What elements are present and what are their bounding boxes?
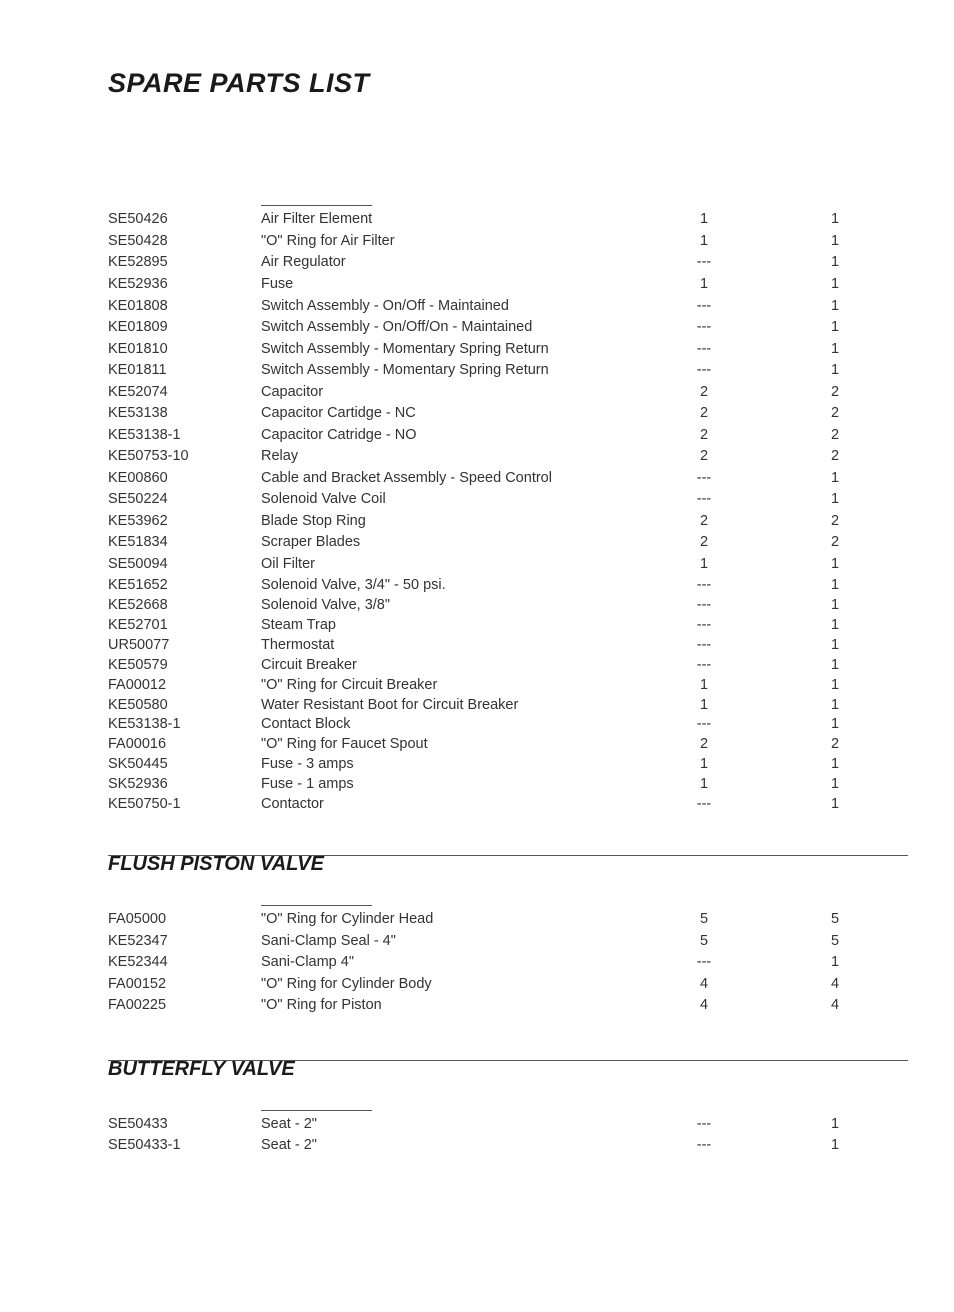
description: Switch Assembly - On/Off - Maintained <box>261 298 509 314</box>
description: Seat - 2" <box>261 1116 317 1132</box>
table-row <box>0 655 954 675</box>
description: Seat - 2" <box>261 1137 317 1153</box>
table-row <box>0 995 954 1015</box>
quantity-2: 2 <box>830 405 840 421</box>
quantity-2: 2 <box>830 736 840 752</box>
part-number: KE01811 <box>108 362 167 378</box>
part-number: UR50077 <box>108 637 170 653</box>
quantity-2: 1 <box>830 1137 840 1153</box>
part-number: KE52344 <box>108 954 168 970</box>
section-title-flush-piston-valve: FLUSH PISTON VALVE <box>108 853 324 875</box>
quantity-2: 1 <box>830 211 840 227</box>
quantity-2: 1 <box>830 577 840 593</box>
description: "O" Ring for Faucet Spout <box>261 736 428 752</box>
page-title: SPARE PARTS LIST <box>108 68 370 98</box>
part-number: KE50580 <box>108 697 168 713</box>
part-number: KE50753-10 <box>108 448 189 464</box>
quantity-2: 1 <box>830 617 840 633</box>
description: Solenoid Valve, 3/4" - 50 psi. <box>261 577 446 593</box>
description: Switch Assembly - Momentary Spring Return <box>261 341 549 357</box>
description: Blade Stop Ring <box>261 513 366 529</box>
quantity-1: --- <box>696 1137 712 1153</box>
description: Circuit Breaker <box>261 657 357 673</box>
quantity-2: 1 <box>830 597 840 613</box>
table-row <box>0 231 954 251</box>
part-number: KE52668 <box>108 597 168 613</box>
quantity-2: 1 <box>830 254 840 270</box>
part-number: SE50433-1 <box>108 1137 181 1153</box>
table-row <box>0 931 954 951</box>
quantity-2: 1 <box>830 954 840 970</box>
quantity-2: 1 <box>830 637 840 653</box>
part-number: KE53138 <box>108 405 168 421</box>
part-number: SE50094 <box>108 556 168 572</box>
description: Fuse - 1 amps <box>261 776 354 792</box>
description: Scraper Blades <box>261 534 361 550</box>
description: "O" Ring for Cylinder Body <box>261 976 432 992</box>
part-number: SK50445 <box>108 756 168 772</box>
table-row <box>0 360 954 380</box>
quantity-1: 2 <box>699 405 709 421</box>
quantity-2: 2 <box>830 384 840 400</box>
part-number: KE52895 <box>108 254 168 270</box>
quantity-2: 1 <box>830 796 840 812</box>
table-row <box>0 734 954 754</box>
quantity-1: 2 <box>699 448 709 464</box>
part-number: FA00016 <box>108 736 167 752</box>
part-number: KE50579 <box>108 657 168 673</box>
table-row <box>0 575 954 595</box>
quantity-2: 1 <box>830 697 840 713</box>
table-row <box>0 635 954 655</box>
part-number: KE51652 <box>108 577 168 593</box>
table-row <box>0 468 954 488</box>
description: Sani-Clamp Seal - 4" <box>261 933 396 949</box>
quantity-1: --- <box>696 796 712 812</box>
description: Air Regulator <box>261 254 346 270</box>
quantity-1: 1 <box>699 556 709 572</box>
table-row <box>0 794 954 814</box>
quantity-2: 1 <box>830 756 840 772</box>
quantity-2: 1 <box>830 556 840 572</box>
quantity-1: 1 <box>699 756 709 772</box>
quantity-1: 1 <box>699 677 709 693</box>
part-number: KE52701 <box>108 617 168 633</box>
description: Switch Assembly - On/Off/On - Maintained <box>261 319 533 335</box>
quantity-2: 2 <box>830 427 840 443</box>
quantity-1: --- <box>696 298 712 314</box>
quantity-1: --- <box>696 254 712 270</box>
quantity-1: --- <box>696 1116 712 1132</box>
quantity-2: 1 <box>830 1116 840 1132</box>
quantity-1: 1 <box>699 211 709 227</box>
quantity-2: 1 <box>830 470 840 486</box>
description: Contact Block <box>261 716 351 732</box>
table-row <box>0 489 954 509</box>
quantity-1: 2 <box>699 427 709 443</box>
table-row <box>0 296 954 316</box>
quantity-1: --- <box>696 362 712 378</box>
quantity-1: 2 <box>699 736 709 752</box>
part-number: SE50433 <box>108 1116 168 1132</box>
quantity-1: --- <box>696 657 712 673</box>
description: Steam Trap <box>261 617 336 633</box>
quantity-2: 1 <box>830 319 840 335</box>
header-underline <box>261 1110 372 1111</box>
quantity-2: 1 <box>830 677 840 693</box>
description: Solenoid Valve Coil <box>261 491 386 507</box>
quantity-1: 4 <box>699 976 709 992</box>
description: Solenoid Valve, 3/8" <box>261 597 391 613</box>
quantity-2: 1 <box>830 298 840 314</box>
part-number: KE01810 <box>108 341 168 357</box>
section-title-butterfly-valve: BUTTERFLY VALVE <box>108 1058 295 1080</box>
table-row <box>0 382 954 402</box>
quantity-2: 1 <box>830 657 840 673</box>
table-row <box>0 1114 954 1134</box>
quantity-2: 4 <box>830 976 840 992</box>
quantity-1: --- <box>696 577 712 593</box>
quantity-2: 2 <box>830 534 840 550</box>
part-number: FA00012 <box>108 677 167 693</box>
part-number: KE52074 <box>108 384 168 400</box>
part-number: KE00860 <box>108 470 168 486</box>
part-number: SK52936 <box>108 776 168 792</box>
quantity-1: 1 <box>699 233 709 249</box>
table-row <box>0 774 954 794</box>
description: Capacitor Catridge - NO <box>261 427 417 443</box>
part-number: FA05000 <box>108 911 167 927</box>
table-row <box>0 974 954 994</box>
part-number: FA00152 <box>108 976 167 992</box>
quantity-2: 1 <box>830 341 840 357</box>
quantity-2: 5 <box>830 933 840 949</box>
description: Fuse <box>261 276 294 292</box>
description: "O" Ring for Circuit Breaker <box>261 677 438 693</box>
description: "O" Ring for Air Filter <box>261 233 395 249</box>
table-row <box>0 339 954 359</box>
description: Air Filter Element <box>261 211 373 227</box>
quantity-2: 1 <box>830 362 840 378</box>
description: Capacitor Cartidge - NC <box>261 405 416 421</box>
description: "O" Ring for Piston <box>261 997 382 1013</box>
quantity-1: --- <box>696 617 712 633</box>
table-row <box>0 511 954 531</box>
quantity-1: --- <box>696 491 712 507</box>
description: Thermostat <box>261 637 335 653</box>
table-row <box>0 909 954 929</box>
quantity-1: --- <box>696 470 712 486</box>
table-row <box>0 754 954 774</box>
part-number: KE51834 <box>108 534 168 550</box>
table-row <box>0 403 954 423</box>
quantity-2: 1 <box>830 776 840 792</box>
part-number: KE52936 <box>108 276 168 292</box>
quantity-1: 5 <box>699 911 709 927</box>
table-row <box>0 695 954 715</box>
quantity-1: 2 <box>699 513 709 529</box>
quantity-1: --- <box>696 341 712 357</box>
description: Fuse - 3 amps <box>261 756 354 772</box>
description: Water Resistant Boot for Circuit Breaker <box>261 697 519 713</box>
part-number: SE50428 <box>108 233 168 249</box>
quantity-2: 1 <box>830 276 840 292</box>
table-row <box>0 425 954 445</box>
description: Switch Assembly - Momentary Spring Return <box>261 362 549 378</box>
quantity-1: 5 <box>699 933 709 949</box>
part-number: KE53138-1 <box>108 716 181 732</box>
part-number: KE50750-1 <box>108 796 181 812</box>
part-number: SE50426 <box>108 211 168 227</box>
quantity-1: 1 <box>699 697 709 713</box>
table-row <box>0 554 954 574</box>
table-row <box>0 595 954 615</box>
description: Relay <box>261 448 299 464</box>
table-row <box>0 615 954 635</box>
table-row <box>0 317 954 337</box>
header-underline <box>261 205 372 206</box>
quantity-1: --- <box>696 319 712 335</box>
part-number: KE53138-1 <box>108 427 181 443</box>
part-number: KE53962 <box>108 513 168 529</box>
quantity-1: 4 <box>699 997 709 1013</box>
description: "O" Ring for Cylinder Head <box>261 911 434 927</box>
quantity-1: 2 <box>699 534 709 550</box>
description: Contactor <box>261 796 324 812</box>
quantity-2: 2 <box>830 448 840 464</box>
part-number: KE01808 <box>108 298 168 314</box>
description: Sani-Clamp 4" <box>261 954 354 970</box>
part-number: KE52347 <box>108 933 168 949</box>
table-row <box>0 1135 954 1155</box>
table-row <box>0 274 954 294</box>
table-row <box>0 209 954 229</box>
description: Cable and Bracket Assembly - Speed Control <box>261 470 552 486</box>
quantity-2: 1 <box>830 491 840 507</box>
quantity-1: 1 <box>699 776 709 792</box>
quantity-1: --- <box>696 716 712 732</box>
table-row <box>0 714 954 734</box>
quantity-1: --- <box>696 597 712 613</box>
quantity-2: 4 <box>830 997 840 1013</box>
description: Capacitor <box>261 384 324 400</box>
quantity-2: 1 <box>830 233 840 249</box>
table-row <box>0 952 954 972</box>
table-row <box>0 532 954 552</box>
part-number: FA00225 <box>108 997 167 1013</box>
quantity-2: 2 <box>830 513 840 529</box>
quantity-1: 1 <box>699 276 709 292</box>
quantity-1: 2 <box>699 384 709 400</box>
table-row <box>0 675 954 695</box>
header-underline <box>261 905 372 906</box>
part-number: KE01809 <box>108 319 168 335</box>
table-row <box>0 446 954 466</box>
quantity-2: 1 <box>830 716 840 732</box>
part-number: SE50224 <box>108 491 168 507</box>
quantity-1: --- <box>696 637 712 653</box>
quantity-2: 5 <box>830 911 840 927</box>
quantity-1: --- <box>696 954 712 970</box>
description: Oil Filter <box>261 556 315 572</box>
table-row <box>0 252 954 272</box>
